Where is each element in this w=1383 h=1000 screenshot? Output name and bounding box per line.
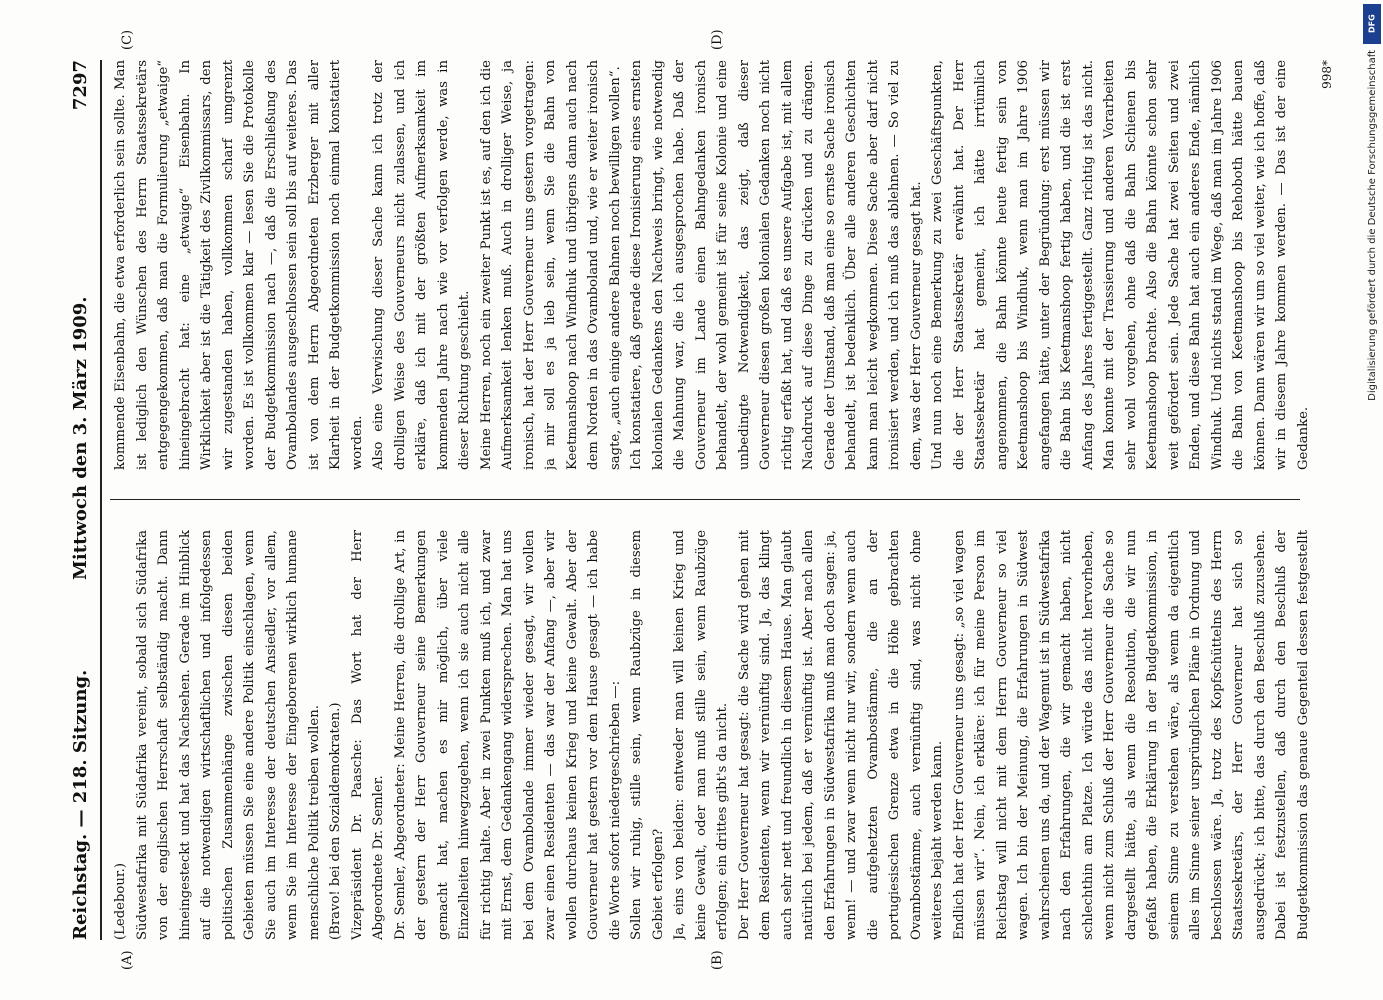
page-number: 7297 (70, 60, 91, 111)
margin-marker-a: (A) (120, 950, 135, 970)
signature-mark: 998* (1320, 60, 1334, 89)
text-column-left: (Ledebour.) Südwestafrika mit Südafrika vereint, sobald sich Südafrika von der englischen Herrschaft selbständig macht. Dann hineingesteckt und hat das Nachsehen. Gerade im Hinblick auf die notwendigen wirtschaftlichen und infolgedessen politischen Zusammenhänge zwischen diesen beiden Gebieten müssen Sie eine andere Politik einschlagen, wenn Sie auch im Interesse der deutschen Ansiedler, vor allem, wenn Sie im Interesse der Eingeborenen wirklich humane menschliche Politik treiben wollen. (Bravo! bei den Sozialdemokraten.) Vizepräsident Dr. Paasche: Das Wort hat der Herr Abgeordnete Dr. Semler. Dr. Semler, Abgeordneter: Meine Herren, die drollige Art, in der gestern der Herr Gouverneur seine Bemerkungen gemacht hat, machen es mir möglich, über viele Einzelheiten hinwegzugehen, wenn ich sie auch nicht alle für richtig halte. Aber in zwei Punkten muß ich, und zwar mit Ernst, dem Gedankengang widersprechen. Man hat uns bei dem Ovambolande immer wieder gesagt, wir wollen zwar einen Residenten — das war der Anfang —, aber wir wollen durchaus keinen Krieg und keine Gewalt. Aber der Gouverneur hat gestern vor dem Hause gesagt — ich habe die Worte sofort niedergeschrieben —: Sollen wir ruhig, stille sein, wenn Raubzüge in diesem Gebiet erfolgen? Ja, eins von beiden: entweder man will keinen Krieg und keine Gewalt, oder man muß stille sein, wenn Raubzüge erfolgen; ein drittes gibt's da nicht. Der Herr Gouverneur hat gesagt: die Sache wird gehen mit dem Residenten, wenn wir vernünftig sind. Ja, das klingt auch sehr nett und freundlich in diesem Hause. Man glaubt natürlich bei jedem, daß er vernünftig ist. Aber nach allen den Erfahrungen in Südwestafrika muß man doch sagen: ja, wenn! — und zwar wenn nicht nur wir, sondern wenn auch die aufgehetzten Ovambostämme, die an der portugiesischen Grenze etwa in die Höhe gebrachten Ovambostämme, auch vernünftig sind, was nicht ohne weiteres bejaht werden kann. Endlich hat der Herr Gouverneur uns gesagt: „so viel wagen müssen wir“. Nein, ich erkläre: ich für meine Person im Reichstag will nicht mit dem Herrn Gouverneur so viel wagen. Ich bin der Meinung, die Erfahrungen in Südwest wahrscheinen uns da, und der Wagemut ist in Südwestafrika nach den Erfahrungen, die wir gemacht haben, nicht schlechthin am Platze. Ich würde das nicht hervorheben, wenn nicht zum Schluß der Herr Gouverneur die Sache so dargestellt hätte, als wenn die Resolution, die wir nun gefaßt haben, die Erklärung in der Budgetkommission, in seinem Sinne zu verstehen wäre, als wenn da eigentlich alles im Sinne seiner ursprünglichen Pläne in Ordnung und beschlossen wäre. Ja, trotz des Kopfschüttelns des Herrn Staatssekretärs, der Herr Gouverneur hat sich so ausgedrückt; ich bitte, das durch den Beschluß zuzusehen. Dabei ist festzustellen, daß durch den Beschluß der Budgetkommission das genaue Gegenteil dessen festgestellt (113, 530, 1310, 940)
credit-text: Digitalisierung gefördert durch die Deutsche Forschungsgemeinschaft (1366, 50, 1378, 401)
credit-strip (1361, 0, 1383, 1000)
header-date: Mittwoch den 3. März 1909. (70, 296, 91, 580)
margin-marker-c: (C) (120, 29, 135, 50)
dfg-logo: DFG (1363, 4, 1381, 44)
header-left: Reichstag. — 218. Sitzung. (70, 669, 91, 940)
page-header (60, 60, 102, 940)
margin-marker-d: (D) (710, 29, 725, 50)
margin-marker-b: (B) (710, 950, 725, 970)
column-divider (110, 499, 1300, 500)
text-column-right: kommende Eisenbahn, die etwa erforderlich sein sollte. Man ist lediglich den Wünschen des Herrn Staatssekretärs entgegengekommen, daß man die Formulierung „etwaige“ hineingebracht hat: eine „etwaige“ Eisenbahn. In Wirklichkeit aber ist die Tätigkeit des Zivilkommissars, den wir zugestanden haben, vollkommen scharf umgrenzt worden. Es ist vollkommen klar — lesen Sie die Protokolle der Budgetkommission nach —, daß die Erschließung des Ovambolandes ausgeschlossen sein soll bis auf weiteres. Das ist von dem Herrn Abgeordneten Erzberger mit aller Klarheit in der Budgetkommission noch einmal konstatiert worden. Also eine Verwischung dieser Sache kann ich trotz der drolligen Weise des Gouverneurs nicht zulassen, und ich erkläre, daß ich mit der größten Aufmerksamkeit im kommenden Jahre nach wie vor verfolgen werde, was in dieser Richtung geschieht. Meine Herren, noch ein zweiter Punkt ist es, auf den ich die Aufmerksamkeit lenken muß. Auch in drolliger Weise, ja ironisch, hat der Herr Gouverneur uns gestern vorgetragen: ja mir soll es ja lieb sein, wenn Sie die Bahn von Keetmanshoop nach Windhuk und übrigens dann auch nach dem Norden in das Ovamboland und, wie er weiter ironisch sagte, „auch einige andere Bahnen noch bewilligen wollen“. Ich konstatiere, daß gerade diese Ironisierung eines ernsten kolonialen Gedankens den Nachweis bringt, wie notwendig die Mahnung war, die ich ausgesprochen habe. Daß der Gouverneur im Lande einen Bahngedanken ironisch behandelt, der wohl gemeint ist für seine Kolonie und eine unbedingte Notwendigkeit, das zeigt, daß dieser Gouverneur diesen großen kolonialen Gedanken noch nicht richtig erfaßt hat, und daß es unsere Aufgabe ist, mit allem Nachdruck auf diese Dinge zu drücken und zu drängen. Gerade der Umstand, daß man eine so ernste Sache ironisch behandelt, ist bedenklich. Über alle anderen Geschichten kann man leicht wegkommen. Diese Sache aber darf nicht ironisiert werden, und ich muß das ablehnen. — So viel zu dem, was der Herr Gouverneur gesagt hat. Und nun noch eine Bemerkung zu zwei Geschäftspunkten, die der Herr Staatssekretär erwähnt hat. Der Herr Staatssekretär hat gemeint, ich hätte irrtümlich angenommen, die Bahn könnte heute fertig sein von Keetmanshoop bis Windhuk, wenn man im Jahre 1906 angefangen hätte, unter der Begründung: erst müssen wir die Bahn bis Keetmanshoop fertig haben, und die ist erst Anfang des Jahres fertiggestellt. Ganz richtig ist das nicht. Man konnte mit der Trassierung und anderen Vorarbeiten sehr wohl vorgehen, ohne daß die Bahn Schienen bis Keetmanshoop brachte. Also die Bahn könnte schon sehr weit gefördert sein. Jede Sache hat zwei Seiten und zwei Enden, und diese Bahn hat auch ein anderes Ende, nämlich Windhuk. Und nichts stand im Wege, daß man im Jahre 1906 die Bahn von Keetmanshoop bis Rehoboth hätte bauen können. Dann wären wir um so viel weiter, wie ich hoffe, daß wir in diesem Jahre kommen werden. — Das ist der eine Gedanke. (113, 60, 1310, 470)
